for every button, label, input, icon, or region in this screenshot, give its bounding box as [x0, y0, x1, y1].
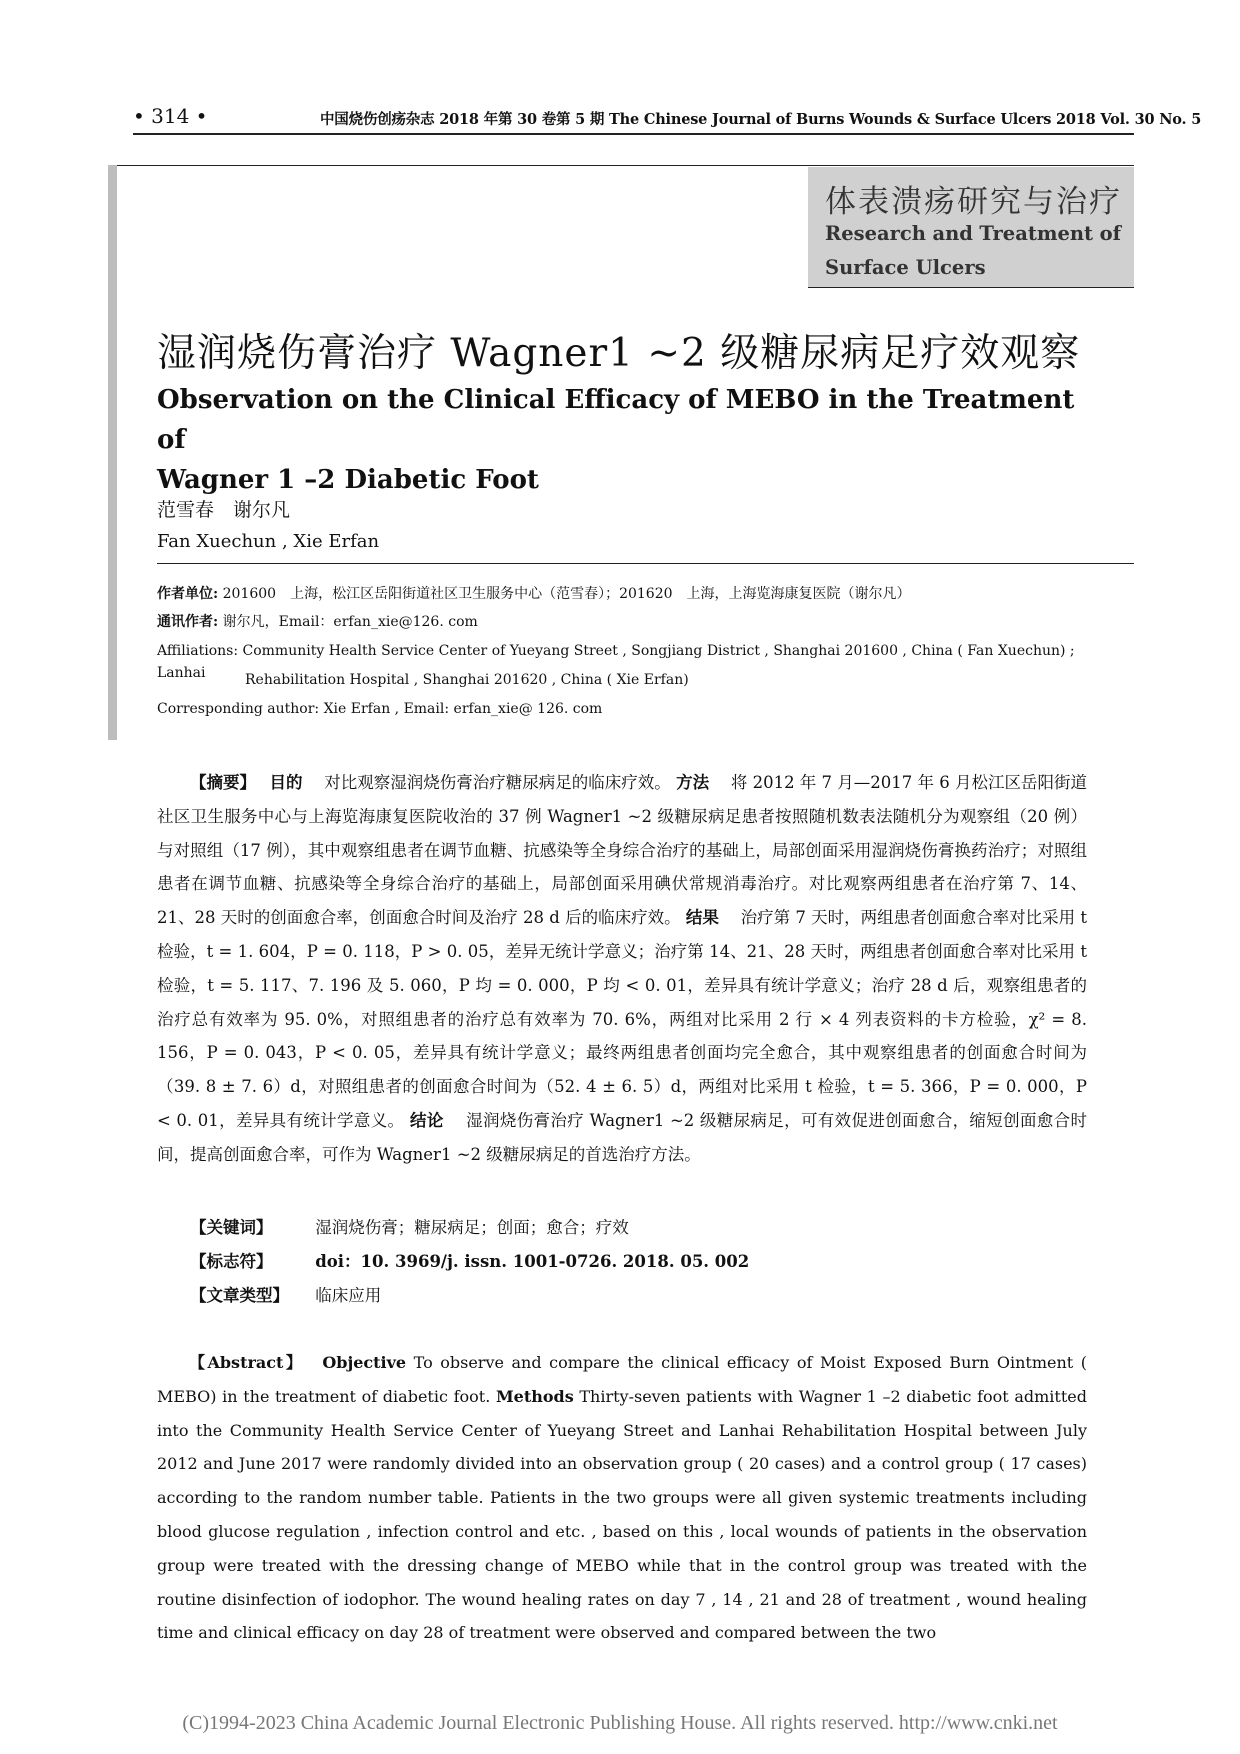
section-word: of	[1099, 222, 1121, 245]
affiliation-cn	[157, 583, 911, 605]
corresponding-cn	[157, 611, 478, 633]
objective-en-label: Objective	[322, 1353, 407, 1372]
top-rule	[108, 165, 1134, 166]
results-text: 治疗第 7 天时，两组患者创面愈合率对比采用 t 检验，t = 1. 604，P = 0. 118，P > 0. 05，差异无统计学意义；治疗第 14、21、28 天时，两组患者创面愈合率对比采用 t 检验，t = 5. 117、7. 196 及 5. 060，P 均 = 0. 000，P 均 < 0. 01，差异具有统计学意义；治疗 28 d 后，观察组患者的治疗总有效率为 95. 0%，对照组患者的治疗总有效率为 70. 6%，两组对比采用 2 行 × 4 列表资料的卡方检验，χ² = 8. 156，P = 0. 043，P < 0. 05，差异具有统计学意义；最终两组患者创面均完全愈合，其中观察组患者的创面愈合时间为（39. 8 ± 7. 6）d，对照组患者的创面愈合时间为（52. 4 ± 6. 5）d，两组对比采用 t 检验，t = 5. 366，P = 0. 000，P < 0. 01，差异具有统计学意义。	[157, 908, 1088, 1130]
keywords-text: 湿润烧伤膏；糖尿病足；创面；愈合；疗效	[315, 1218, 629, 1237]
keywords-label: 【关键词】	[190, 1218, 273, 1237]
article-type-label: 【文章类型】	[190, 1286, 289, 1305]
affiliation-text: 201600 上海，松江区岳阳街道社区卫生服务中心（范雪春）；201620 上海，上海览海康复医院（谢尔凡）	[222, 586, 911, 602]
corresponding-en-text: Xie Erfan , Email: erfan_xie@ 126. com	[323, 701, 603, 717]
article-type-text: 临床应用	[315, 1286, 382, 1305]
section-word: and	[932, 222, 973, 245]
results-label: 结果	[685, 908, 719, 928]
doi-text: doi：10. 3969/j. issn. 1001-0726. 2018. 05. 002	[315, 1252, 750, 1271]
affiliation-en-label: Affiliations:	[157, 643, 239, 659]
methods-en-label: Methods	[495, 1386, 574, 1406]
side-bar	[108, 165, 117, 740]
abstract-label: 【摘要】	[190, 773, 248, 792]
article-type-line	[190, 1282, 381, 1306]
identifier-label: 【标志符】	[190, 1252, 273, 1271]
authors-cn: 范雪春 谢尔凡	[157, 499, 291, 521]
running-header: 中国烧伤创疡杂志 2018 年第 30 卷第 5 期 The Chinese Journal of Burns Wounds & Surface Ulcers 2018 Vol. 30 No. 5	[320, 111, 1202, 128]
conclusion-text: 湿润烧伤膏治疗 Wagner1 ~2 级糖尿病足，可有效促进创面愈合，缩短创面愈合时间，提高创面愈合率，可作为 Wagner1 ~2 级糖尿病足的首选治疗方法。	[157, 1110, 1088, 1164]
copyright-footer: (C)1994-2023 China Academic Journal Electronic Publishing House. All rights reserved. http://www.cnki.net	[182, 1712, 1058, 1734]
affiliation-en-cont: Rehabilitation Hospital , Shanghai 201620 , China ( Xie Erfan)	[245, 672, 689, 688]
conclusion-label: 结论	[410, 1110, 444, 1130]
article-title-en-line1: Observation on the Clinical Efficacy of MEBO in the Treatment of	[157, 385, 1075, 455]
corresponding-text: 谢尔凡，Email：erfan_xie@126. com	[222, 614, 478, 630]
section-title-en-line1	[825, 222, 1121, 245]
corresponding-label: 通讯作者:	[157, 614, 219, 630]
methods-en-text: Thirty-seven patients with Wagner 1 –2 diabetic foot admitted into the Community Health Service Center of Yueyang Street and Lanhai Rehabilitation Hospital between July 2012 and June 2017 were randomly divided into an observation group ( 20 cases) and a control group ( 17 cases) according to the random number table. Patients in the two groups were all given systemic treatments including blood glucose regulation , infection control and etc. , based on this , local wounds of patients in the observation group were treated with the dressing change of MEBO while that in the control group was treated with the routine disinfection of iodophor. The wound healing rates on day 7 , 14 , 21 and 28 of treatment , wound healing time and clinical efficacy on day 28 of treatment were observed and compared between the two	[157, 1386, 1087, 1643]
methods-label: 方法	[676, 773, 710, 792]
corresponding-en-label: Corresponding author:	[157, 701, 320, 717]
article-title-en-line2: Wagner 1 –2 Diabetic Foot	[157, 465, 539, 495]
section-title-en-line2: Surface Ulcers	[825, 256, 986, 279]
keywords-line	[190, 1214, 629, 1238]
objective-en-text: To observe and compare the clinical efficacy of Moist Exposed Burn Ointment ( MEBO) in the treatment of diabetic foot.	[157, 1353, 1087, 1406]
corresponding-en	[157, 698, 602, 720]
objective-text: 对比观察湿润烧伤膏治疗糖尿病足的临床疗效。	[324, 773, 671, 792]
header-rule	[133, 133, 1134, 135]
article-title-cn: 湿润烧伤膏治疗 Wagner1 ~2 级糖尿病足疗效观察	[157, 331, 1081, 376]
section-title-cn: 体表溃疡研究与治疗	[825, 184, 1122, 220]
section-word: Treatment	[979, 222, 1094, 245]
section-word: Research	[825, 222, 926, 245]
authors-en: Fan Xuechun , Xie Erfan	[157, 531, 380, 552]
abstract-en	[157, 1346, 1087, 1650]
identifier-line	[190, 1248, 749, 1272]
abstract-en-label: 【Abstract】	[189, 1353, 297, 1372]
section-rule	[808, 287, 1134, 288]
abstract-cn	[157, 766, 1087, 1172]
authors-rule	[157, 563, 1134, 564]
page-number: • 314 •	[133, 104, 208, 128]
methods-text: 将 2012 年 7 月—2017 年 6 月松江区岳阳街道社区卫生服务中心与上海览海康复医院收治的 37 例 Wagner1 ~2 级糖尿病足患者按照随机数表法随机分为观察组（20 例）与对照组（17 例），其中观察组患者在调节血糖、抗感染等全身综合治疗的基础上，局部创面采用湿润烧伤膏换药治疗；对照组患者在调节血糖、抗感染等全身综合治疗的基础上，局部创面采用碘伏常规消毒治疗。对比观察两组患者在治疗第 7、14、21、28 天时的创面愈合率，创面愈合时间及治疗 28 d 后的临床疗效。	[157, 773, 1088, 928]
objective-label: 目的	[269, 773, 303, 792]
affiliation-label: 作者单位:	[157, 586, 219, 602]
affiliation-en-text: Community Health Service Center of Yueyang Street , Songjiang District , Shanghai 201600 , China ( Fan Xuechun) ; Lanhai	[157, 643, 1075, 681]
article-title-en	[157, 380, 1077, 500]
